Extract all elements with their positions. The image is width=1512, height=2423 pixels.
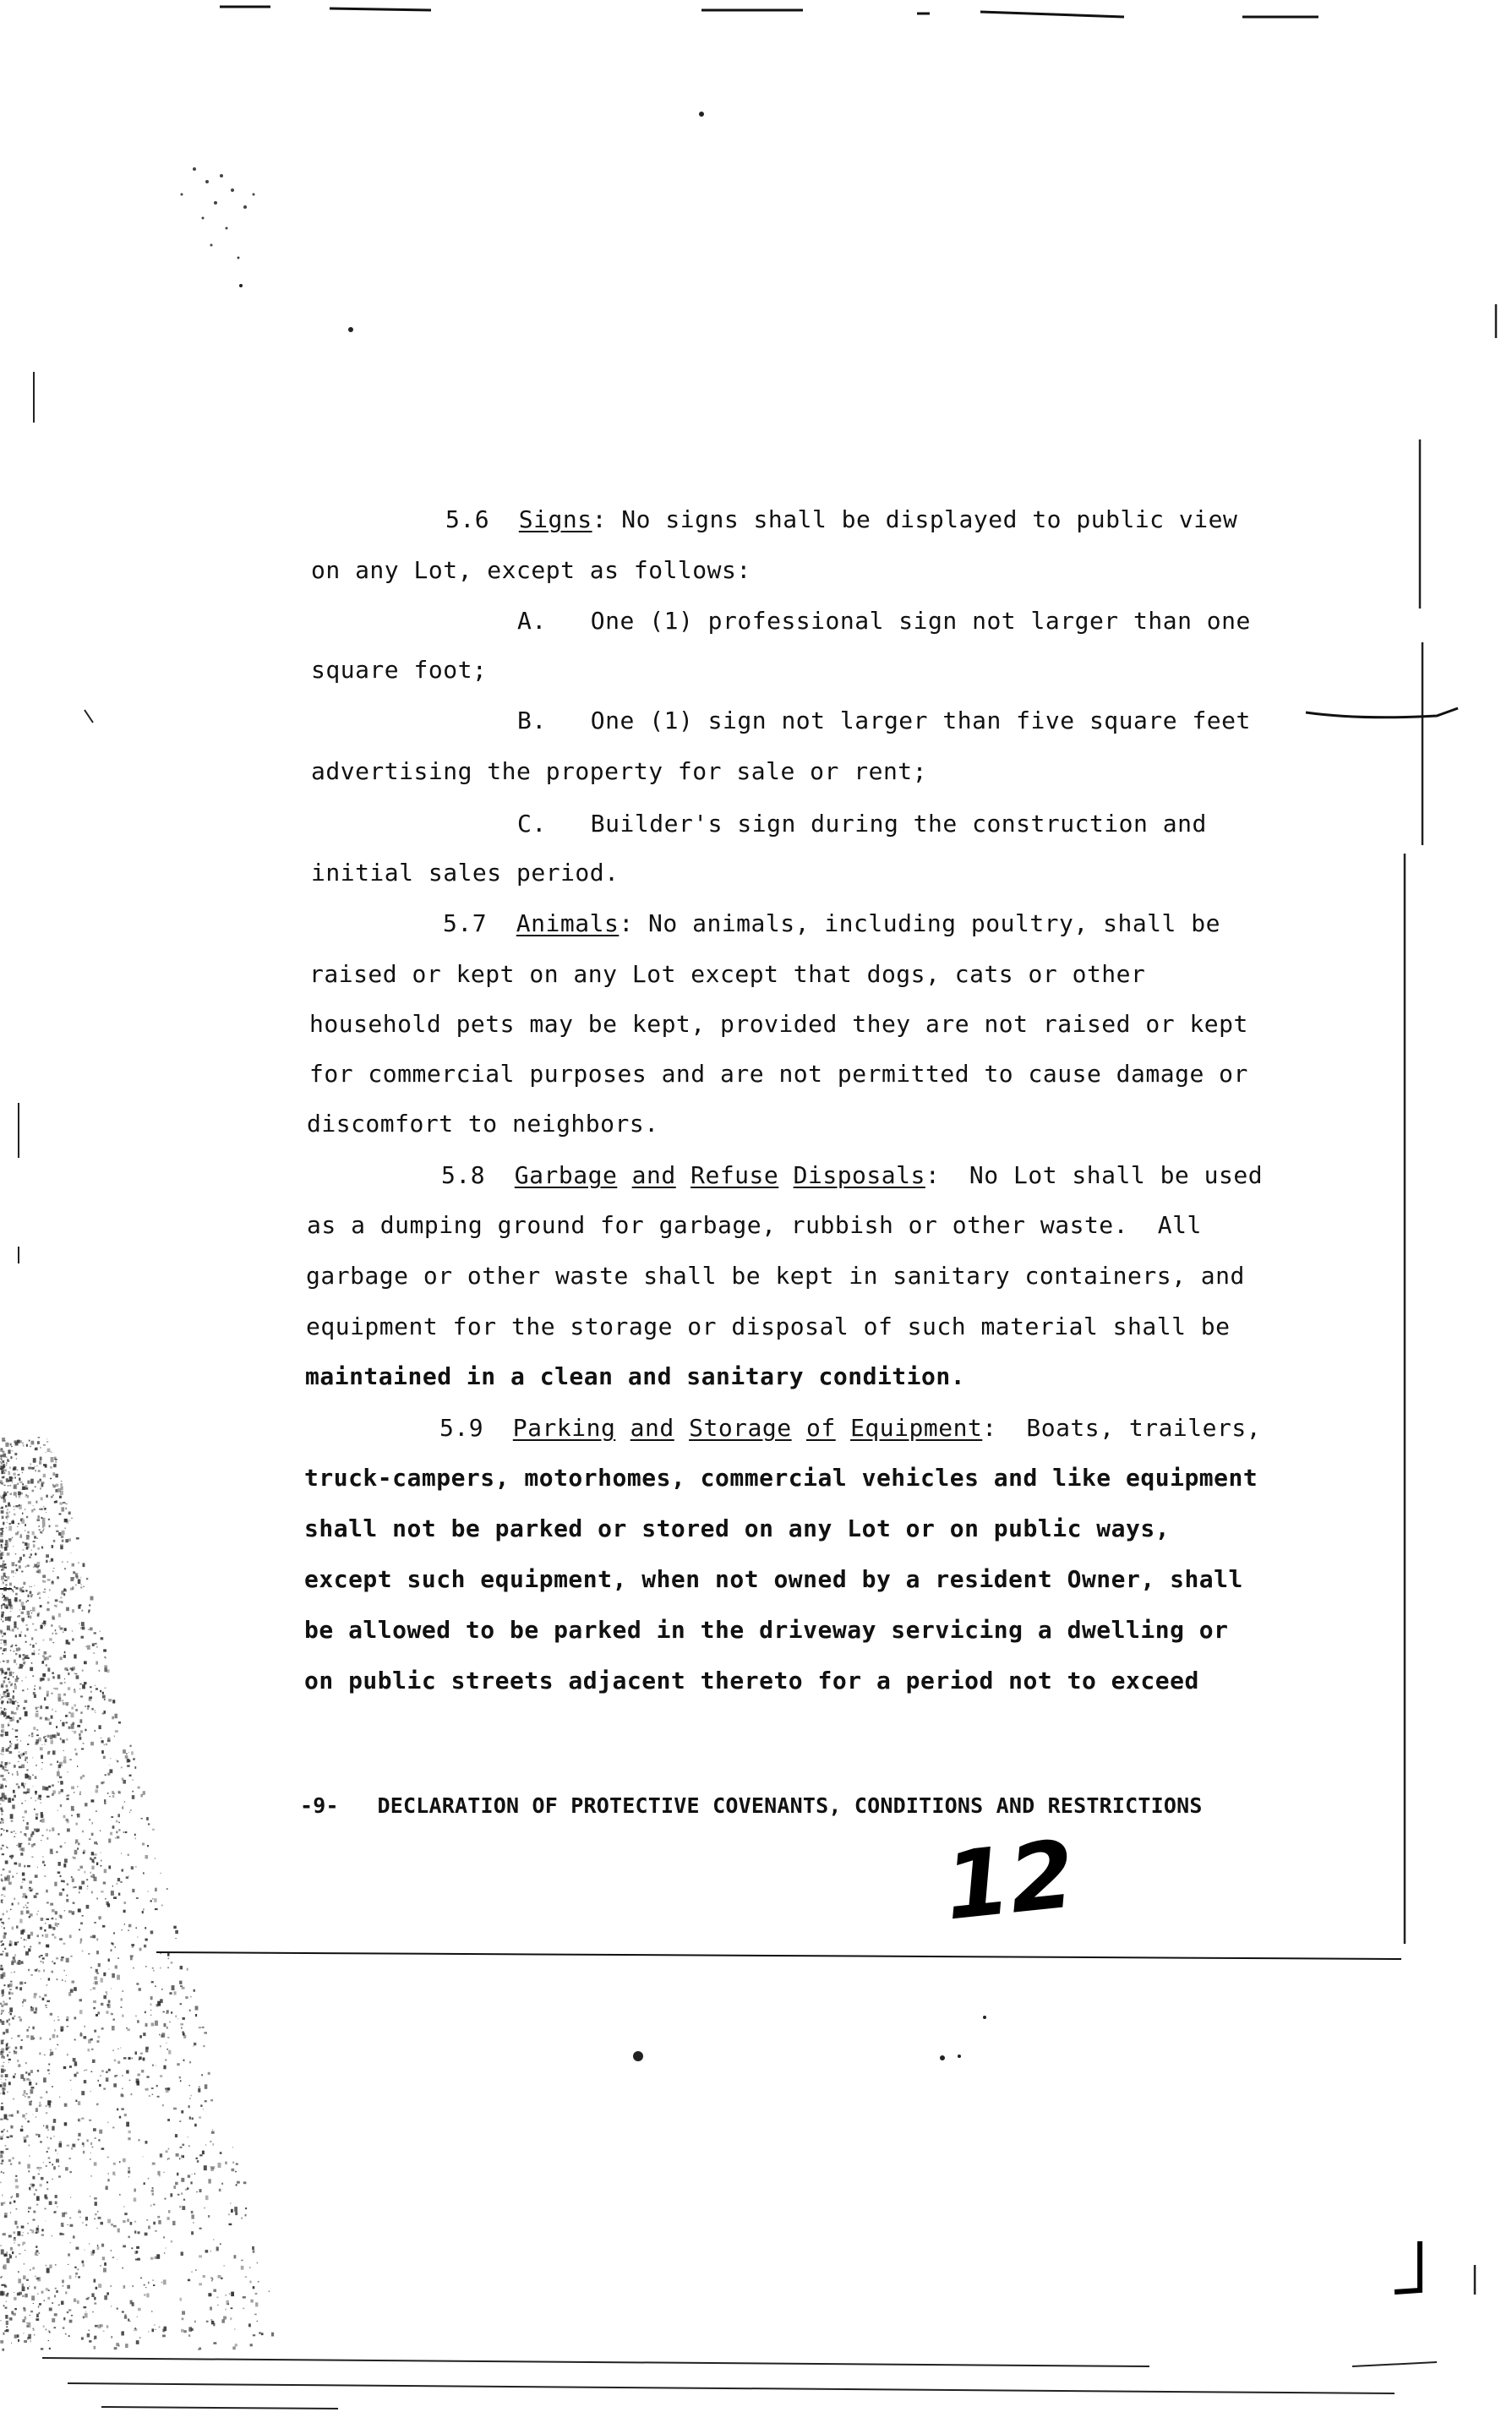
section-text-line: truck-campers, motorhomes, commercial vehicles and like equipment — [304, 1464, 1258, 1492]
section-text-line: maintained in a clean and sanitary condition. — [305, 1362, 966, 1390]
footer-page-number: -9- — [300, 1793, 339, 1818]
subitem-a-line — [517, 607, 1251, 636]
subitem-label: C. — [517, 810, 547, 838]
section-text-line: household pets may be kept, provided they are not raised or kept — [309, 1010, 1248, 1038]
subitem-b-line — [517, 707, 1251, 735]
section-5-6-first-line: 5.6 Signs: No signs shall be displayed to public view — [445, 505, 1238, 533]
subitem-text: One (1) professional sign not larger than one — [590, 607, 1251, 635]
section-text-line: as a dumping ground for garbage, rubbish or other waste. All — [307, 1211, 1202, 1239]
section-text-line: on public streets adjacent thereto for a period not to exceed — [304, 1667, 1199, 1694]
subitem-label: B. — [517, 707, 547, 734]
section-text: No signs shall be displayed to public view — [606, 505, 1238, 533]
section-heading-word: Equipment — [850, 1414, 983, 1442]
section-heading-word: Storage — [689, 1414, 792, 1442]
section-heading-word: Disposals — [793, 1161, 925, 1189]
section-heading-word: and — [631, 1161, 676, 1189]
page-footer — [300, 1793, 1203, 1818]
subitem-text: Builder's sign during the construction and — [590, 810, 1207, 838]
section-5-8-first-line: 5.8 Garbage and Refuse Disposals: No Lot shall be used — [441, 1161, 1264, 1189]
handwritten-page-number: 12 — [939, 1820, 1080, 1941]
section-text: Boats, trailers, — [996, 1414, 1262, 1442]
section-text-line: discomfort to neighbors. — [307, 1110, 659, 1138]
section-number: 5.6 — [445, 505, 490, 533]
section-number: 5.8 — [441, 1161, 486, 1189]
section-text-line: advertising the property for sale or rent; — [311, 757, 928, 785]
section-5-7-first-line: 5.7 Animals: No animals, including poultry, shall be — [443, 909, 1220, 937]
subitem-text: One (1) sign not larger than five square feet — [590, 707, 1251, 734]
section-heading-word: Garbage — [514, 1161, 618, 1189]
section-heading-word: and — [630, 1414, 674, 1442]
section-text-line: raised or kept on any Lot except that dogs, cats or other — [309, 960, 1146, 988]
section-text: No animals, including poultry, shall be — [633, 909, 1220, 937]
section-text-line: except such equipment, when not owned by a resident Owner, shall — [304, 1565, 1243, 1593]
section-text-line: initial sales period. — [311, 859, 620, 887]
section-text-line: square foot; — [311, 656, 488, 684]
section-text-line: be allowed to be parked in the driveway servicing a dwelling or — [304, 1616, 1229, 1644]
subitem-label: A. — [517, 607, 547, 635]
subitem-c-line — [517, 810, 1207, 838]
section-number: 5.7 — [443, 909, 488, 937]
section-text: No Lot shall be used — [940, 1161, 1264, 1189]
section-heading-word: Refuse — [690, 1161, 779, 1189]
section-text-line: equipment for the storage or disposal of such material shall be — [306, 1312, 1231, 1340]
section-number: 5.9 — [439, 1414, 484, 1442]
section-text-line: shall not be parked or stored on any Lot or on public ways, — [304, 1514, 1171, 1542]
section-heading: Animals — [516, 909, 620, 937]
section-5-9-first-line: 5.9 Parking and Storage of Equipment: Boats, trailers, — [439, 1414, 1262, 1442]
footer-title: DECLARATION OF PROTECTIVE COVENANTS, CONDITIONS AND RESTRICTIONS — [377, 1793, 1203, 1818]
section-text-line: for commercial purposes and are not permitted to cause damage or — [309, 1060, 1248, 1088]
section-text-line: on any Lot, except as follows: — [311, 556, 751, 584]
section-heading-word: of — [805, 1414, 836, 1442]
section-heading: Signs — [518, 505, 592, 533]
section-heading-word: Parking — [512, 1414, 616, 1442]
section-text-line: garbage or other waste shall be kept in sanitary containers, and — [306, 1262, 1245, 1290]
